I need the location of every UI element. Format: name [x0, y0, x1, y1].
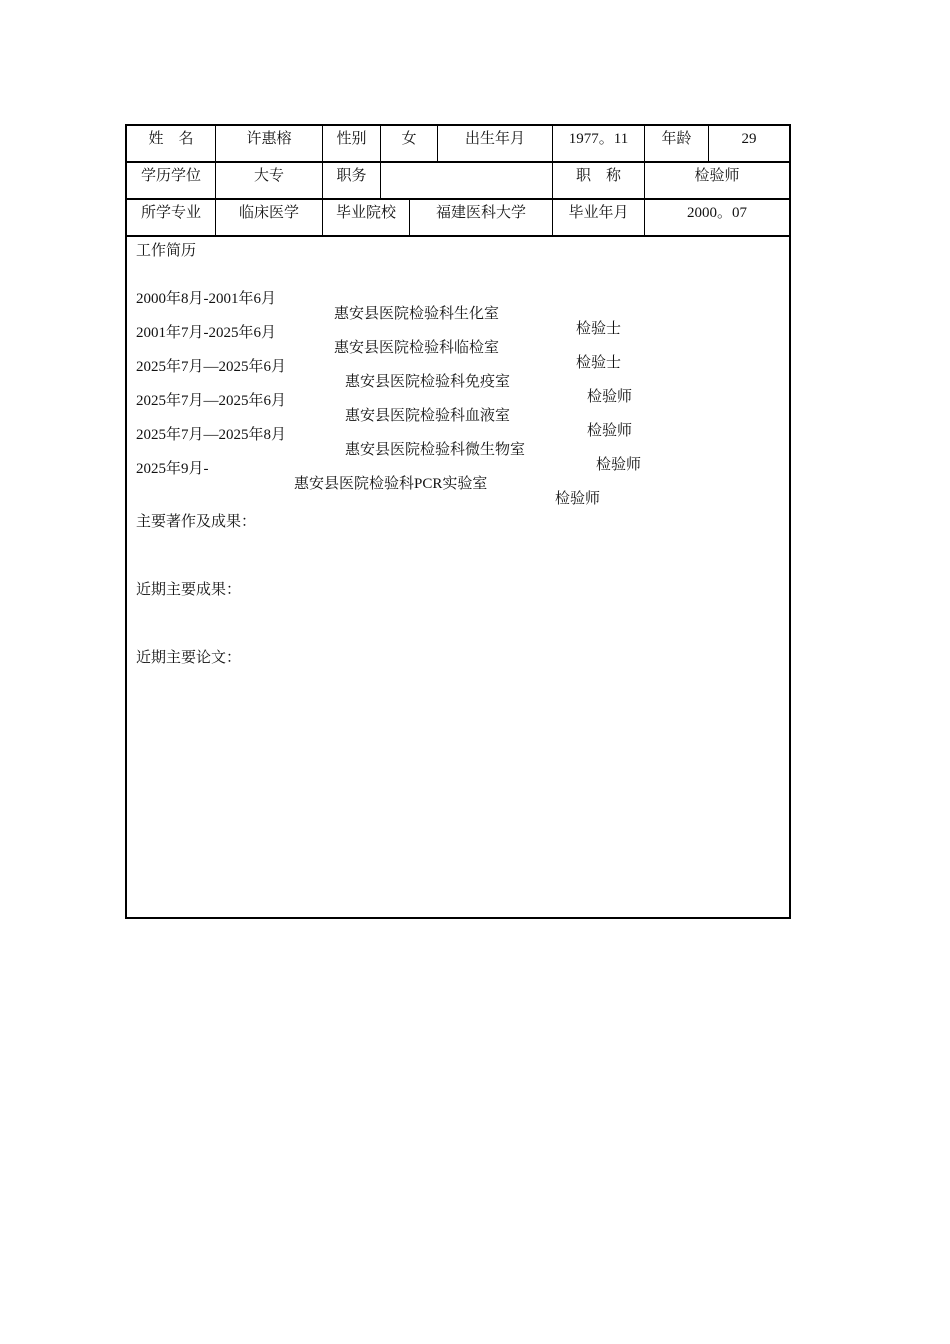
entry-department: 惠安县医院检验科血液室: [345, 408, 511, 424]
header-row-graduation: [127, 200, 789, 237]
entry-department: 惠安县医院检验科临检室: [334, 340, 500, 356]
work-history-title: 工作简历: [136, 243, 197, 259]
gender-value: 女: [381, 126, 438, 161]
school-value: 福建医科大学: [410, 200, 553, 235]
entry-period: 2025年7月—2025年6月: [136, 359, 287, 375]
entry-role: 检验师: [555, 491, 601, 507]
birth-date-value: 1977。11: [553, 126, 645, 161]
entry-period: 2025年9月-: [136, 461, 209, 477]
position-label: 职务: [323, 163, 381, 198]
entry-role: 检验师: [587, 423, 633, 439]
entry-department: 惠安县医院检验科生化室: [334, 306, 500, 322]
age-label: 年龄: [645, 126, 709, 161]
education-label: 学历学位: [127, 163, 216, 198]
major-value: 临床医学: [216, 200, 323, 235]
school-label: 毕业院校: [323, 200, 410, 235]
professional-title-value: 检验师: [694, 168, 740, 184]
entry-period: 2025年7月—2025年8月: [136, 427, 287, 443]
entry-period: 2000年8月-2001年6月: [136, 291, 276, 307]
recent-papers-heading: 近期主要论文：: [136, 650, 242, 666]
entry-role: 检验师: [596, 457, 642, 473]
work-history-entry: [136, 447, 776, 522]
position-value: [381, 163, 553, 198]
resume-form-table: [125, 124, 791, 919]
entry-period: 2001年7月-2025年6月: [136, 325, 276, 341]
entry-period: 2025年7月—2025年6月: [136, 393, 287, 409]
entry-department: 惠安县医院检验科微生物室: [345, 442, 526, 458]
age-value: 29: [741, 131, 757, 147]
name-value: 许惠榕: [216, 126, 323, 161]
gender-label: 性别: [323, 126, 381, 161]
major-label: 所学专业: [127, 200, 216, 235]
entry-role: 检验士: [576, 321, 622, 337]
professional-title-label: 职 称: [553, 163, 645, 198]
graduation-date-label: 毕业年月: [553, 200, 645, 235]
name-label: 姓 名: [127, 126, 216, 161]
education-value: 大专: [216, 163, 323, 198]
birth-date-label: 出生年月: [438, 126, 553, 161]
recent-results-heading: 近期主要成果：: [136, 582, 242, 598]
works-section-heading: 主要著作及成果：: [136, 514, 257, 530]
entry-department: 惠安县医院检验科PCR实验室: [294, 476, 488, 492]
graduation-date-value: 2000。07: [686, 205, 747, 221]
entry-department: 惠安县医院检验科免疫室: [345, 374, 511, 390]
entry-role: 检验师: [587, 389, 633, 405]
entry-role: 检验士: [576, 355, 622, 371]
header-row-basic-info: [127, 126, 789, 163]
header-row-education: [127, 163, 789, 200]
